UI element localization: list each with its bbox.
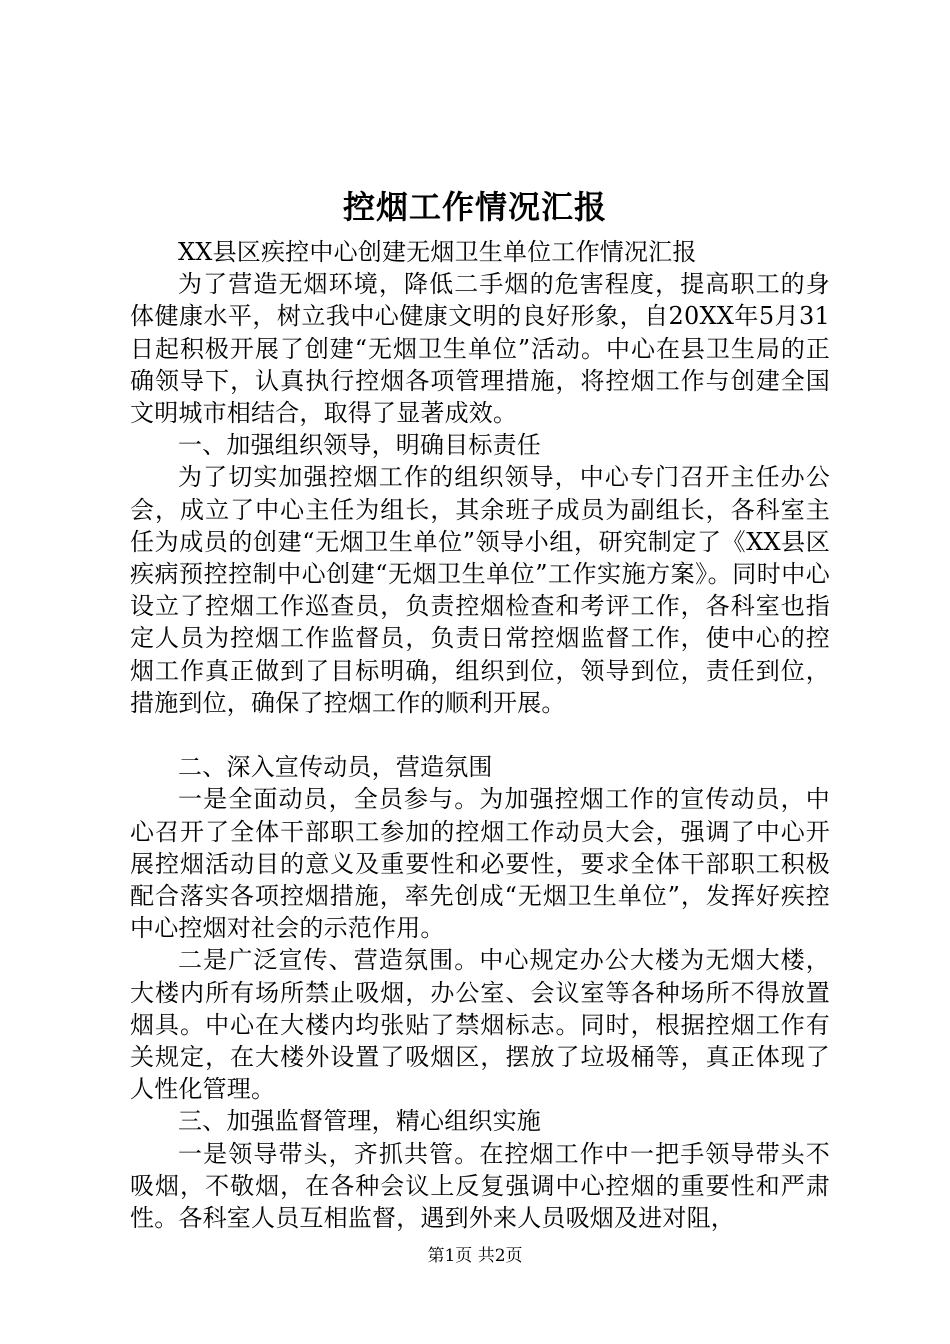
paragraph-section-3a: 一是领导带头，齐抓共管。在控烟工作中一把手领导带头不吸烟，不敬烟，在各种会议上反复强调中心控烟的重要性和严肃性。各科室人员互相监督，遇到外来人员吸烟及进对阻，	[130, 1139, 830, 1233]
section-heading-2: 二、深入宣传动员，营造氛围	[178, 753, 493, 782]
document-title: 控烟工作情况汇报	[342, 188, 607, 226]
blank-line	[130, 719, 830, 751]
paragraph-intro: 为了营造无烟环境，降低二手烟的危害程度，提高职工的身体健康水平，树立我中心健康文明的良好形象，自20XX年5月31日起积极开展了创建“无烟卫生单位”活动。中心在县卫生局的正确领导下，认真执行控烟各项管理措施，将控烟工作与创建全国文明城市相结合，取得了显著成效。	[130, 270, 830, 428]
page-footer: 第1页 共2页	[427, 1246, 523, 1266]
paragraph-subtitle: XX县区疾控中心创建无烟卫生单位工作情况汇报	[178, 238, 697, 266]
paragraph-section-1: 为了切实加强控烟工作的组织领导，中心专门召开主任办公会，成立了中心主任为组长，其余班子成员为副组长，各科室主任为成员的创建“无烟卫生单位”领导小组，研究制定了《XX县区疾病预控控制中心创建“无烟卫生单位”工作实施方案》。同时中心设立了控烟工作巡查员，负责控烟检查和考评工作，各科室也指定人员为控烟工作监督员，负责日常控烟监督工作，使中心的控烟工作真正做到了目标明确，组织到位，领导到位，责任到位，措施到位，确保了控烟工作的顺利开展。	[130, 463, 830, 717]
paragraph-section-2a: 一是全面动员，全员参与。为加强控烟工作的宣传动员，中心召开了全体干部职工参加的控烟工作动员大会，强调了中心开展控烟活动目的意义及重要性和必要性，要求全体干部职工积极配合落实各项控烟措施，率先创成“无烟卫生单位”，发挥好疾控中心控烟对社会的示范作用。	[130, 785, 830, 943]
section-heading-1: 一、加强组织领导，明确目标责任	[178, 431, 541, 460]
paragraph-section-2b: 二是广泛宣传、营造氛围。中心规定办公大楼为无烟大楼，大楼内所有场所禁止吸烟，办公室、会议室等各种场所不得放置烟具。中心在大楼内均张贴了禁烟标志。同时，根据控烟工作有关规定，在大楼外设置了吸烟区，摆放了垃圾桶等，真正体现了人性化管理。	[130, 946, 830, 1104]
section-heading-3: 三、加强监督管理，精心组织实施	[178, 1107, 541, 1136]
document-body	[130, 236, 830, 1234]
